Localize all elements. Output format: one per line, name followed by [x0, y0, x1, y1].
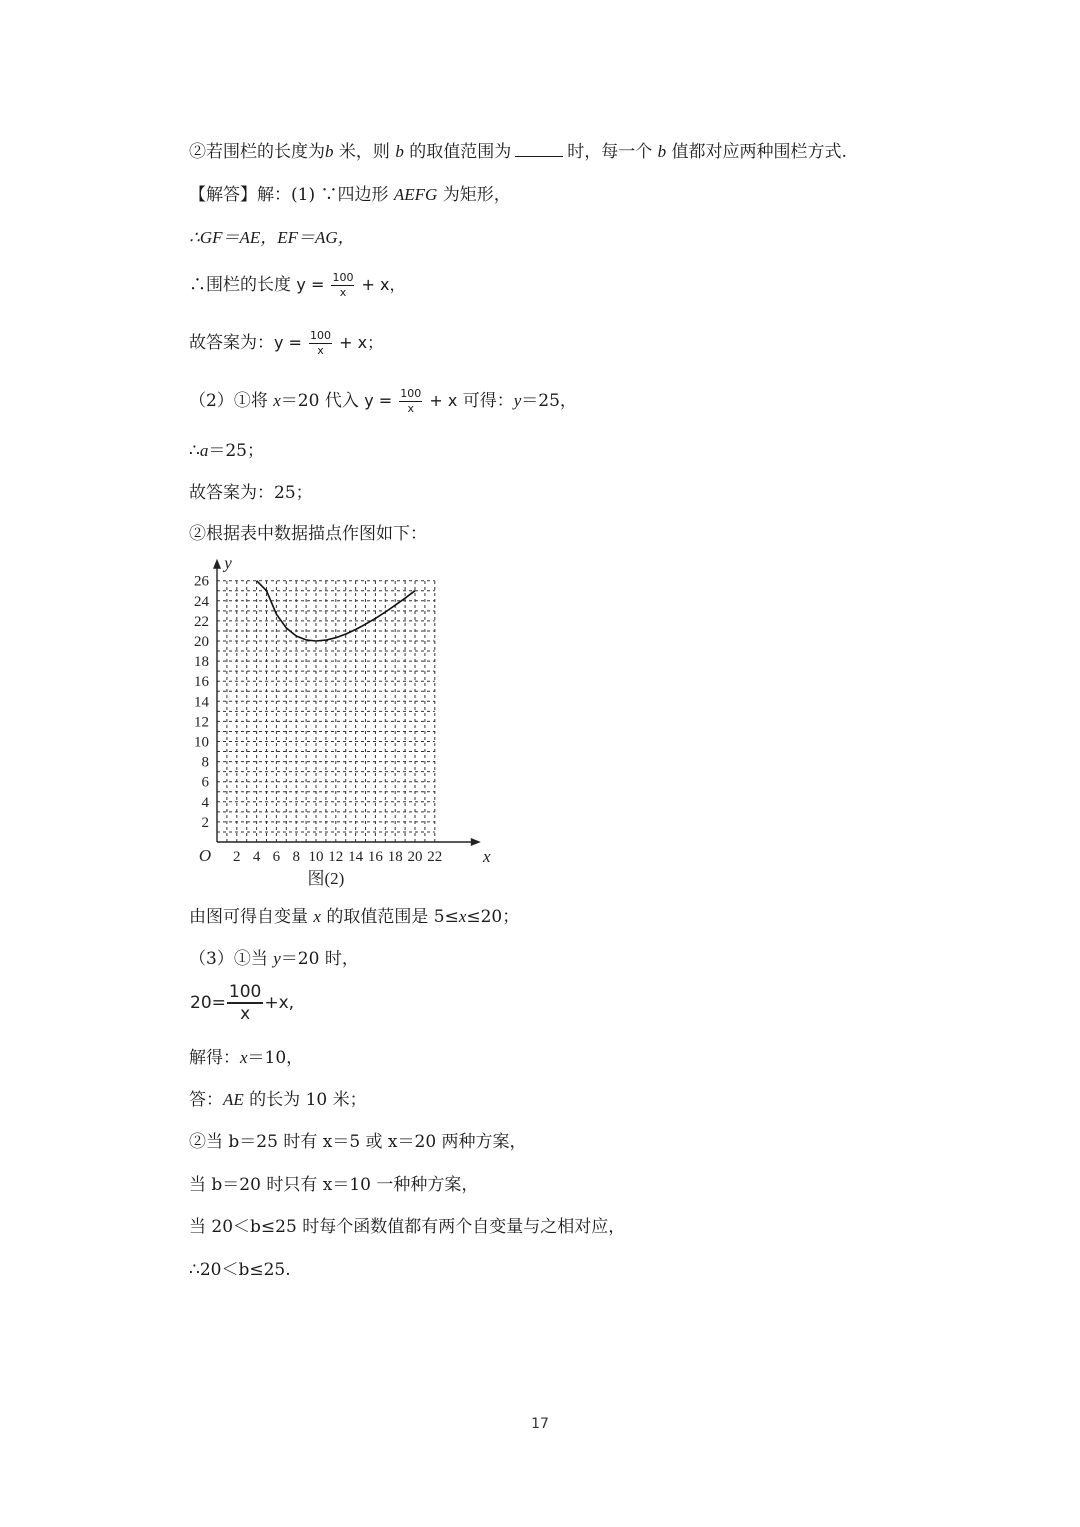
- fraction: $\frac{100}{x}$: [332, 271, 354, 299]
- x-tick-label: 14: [348, 849, 364, 865]
- tick-labels: [194, 554, 491, 888]
- y-axis-arrow: [213, 559, 221, 569]
- y-tick-label: 18: [194, 654, 209, 671]
- x-axis-label: x: [483, 847, 491, 866]
- x-tick-label: 10: [308, 849, 324, 865]
- x-tick-label: 12: [328, 849, 344, 865]
- equation-fraction: $\frac{100}{x}$: [228, 982, 262, 1024]
- x-axis-arrow: [471, 838, 481, 846]
- x-tick-label: 16: [367, 849, 383, 865]
- x-tick-label: 4: [252, 849, 261, 865]
- y-tick-label: 24: [194, 593, 209, 610]
- y-tick-label: 22: [194, 613, 209, 630]
- text-line-6: （2）①将 x＝20 代入 y = $\frac{100}{x}$ + x 可得：y＝25，: [189, 387, 577, 415]
- text-line-7: ∴a＝25；: [189, 441, 264, 461]
- text-line-8: 故答案为：25；: [189, 483, 313, 503]
- text-line-13: 答：AE 的长为 10 米；: [189, 1090, 367, 1110]
- y-tick-label: 2: [201, 814, 209, 831]
- y-tick-label: 10: [194, 734, 209, 751]
- x-tick-label: 2: [233, 849, 241, 865]
- text-line-16: 当 20＜b≤25 时每个函数值都有两个自变量与之相对应，: [189, 1217, 626, 1237]
- y-tick-label: 16: [194, 674, 209, 691]
- text-line-9: ②根据表中数据描点作图如下：: [189, 524, 427, 544]
- text-line-10: 由图可得自变量 x 的取值范围是 5≤x≤20；: [189, 907, 520, 927]
- origin-label: O: [198, 846, 212, 865]
- x-tick-label: 20: [407, 849, 423, 865]
- x-tick-label: 6: [272, 849, 281, 865]
- page-number: 17: [531, 1416, 549, 1432]
- x-tick-label: 22: [427, 849, 443, 865]
- y-tick-label: 14: [194, 694, 209, 711]
- y-tick-label: 8: [201, 754, 209, 771]
- axes: [213, 559, 481, 846]
- text-line-12: 解得：x＝10，: [189, 1048, 304, 1068]
- text-line-1: ②若围栏的长度为b 米，则 b 的取值范围为 时，每一个 b 值都对应两种围栏方式.: [189, 142, 847, 162]
- text-line-17: ∴20＜b≤25.: [189, 1260, 291, 1280]
- text-line-2: 【解答】解：(1) ∵四边形 AEFG 为矩形，: [189, 185, 511, 205]
- answer-blank[interactable]: [515, 140, 563, 157]
- figure-caption: 图(2): [307, 869, 345, 888]
- y-tick-label: 12: [194, 714, 209, 731]
- fraction: $\frac{100}{x}$: [400, 387, 422, 415]
- equation: 20= $\frac{100}{x}$ +x,: [190, 982, 295, 1024]
- y-axis-label: y: [224, 553, 232, 573]
- text-line-3: ∴GF＝AE，EF＝AG，: [189, 228, 355, 247]
- y-tick-label: 6: [201, 774, 209, 791]
- y-tick-label: 4: [201, 794, 209, 811]
- fraction: $\frac{100}{x}$: [310, 329, 332, 357]
- grid: [217, 581, 435, 842]
- text-line-11: （3）①当 y＝20 时，: [189, 949, 359, 969]
- x-tick-label: 8: [292, 849, 300, 865]
- y-tick-label: 20: [194, 634, 209, 650]
- y-tick-label: 26: [194, 573, 209, 590]
- text-line-15: 当 b＝20 时只有 x＝10 一种种方案，: [189, 1175, 479, 1195]
- text-line-5: 故答案为：y = $\frac{100}{x}$ + x；: [189, 329, 384, 357]
- text-line-14: ②当 b＝25 时有 x＝5 或 x＝20 两种方案，: [189, 1132, 527, 1152]
- text-line-4: ∴围栏的长度 y = $\frac{100}{x}$ + x，: [189, 271, 406, 299]
- function-graph: [183, 552, 491, 892]
- x-tick-label: 18: [387, 849, 403, 865]
